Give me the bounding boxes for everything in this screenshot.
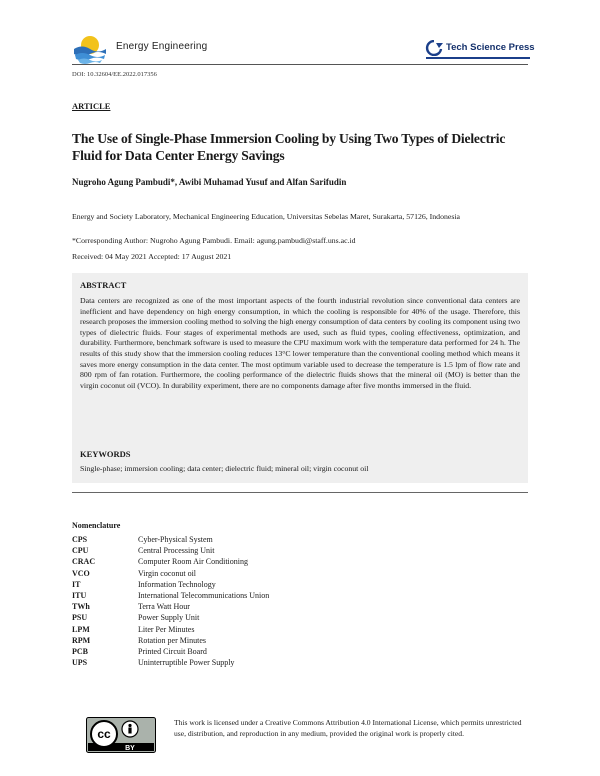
abstract-heading: ABSTRACT — [80, 280, 127, 290]
cc-badge-label: cc — [97, 727, 111, 741]
table-row — [72, 556, 269, 567]
nomenclature-abbr: TWh — [72, 602, 90, 612]
header-divider — [72, 64, 528, 65]
table-row — [72, 612, 269, 623]
journal-name: Energy Engineering — [116, 41, 208, 52]
nomenclature-heading: Nomenclature — [72, 521, 121, 530]
nomenclature-def: Liter Per Minutes — [138, 624, 195, 634]
by-badge-label: BY — [125, 745, 135, 752]
nomenclature-abbr: PSU — [72, 613, 88, 623]
nomenclature-def: Central Processing Unit — [138, 546, 215, 556]
nomenclature-def: Terra Watt Hour — [138, 602, 190, 612]
table-row — [72, 590, 269, 601]
corresponding-author: *Corresponding Author: Nugroho Agung Pambudi. Email: agung.pambudi@staff.uns.ac.id — [72, 236, 356, 245]
license-text: This work is licensed under a Creative Commons Attribution 4.0 International License, which permits unrestricted use, distribution, and reproduction in any medium, provided the original work is properly cited. — [174, 718, 522, 738]
table-row — [72, 657, 269, 668]
table-row — [72, 545, 269, 556]
table-row — [72, 646, 269, 657]
nomenclature-abbr: CPS — [72, 535, 88, 544]
keywords-text: Single-phase; immersion cooling; data center; dielectric fluid; mineral oil; virgin coconut oil — [80, 464, 369, 473]
table-row — [72, 624, 269, 635]
table-row — [72, 534, 269, 545]
nomenclature-abbr: RPM — [72, 635, 91, 645]
affiliation: Energy and Society Laboratory, Mechanical Engineering Education, Universitas Sebelas Maret, Surakarta, 57126, Indonesia — [72, 212, 460, 221]
abstract-box — [72, 273, 528, 483]
nomenclature-abbr: CRAC — [72, 557, 96, 567]
nomenclature-def: Uninterruptible Power Supply — [138, 658, 235, 668]
nomenclature-table — [72, 534, 269, 668]
publisher-name: Tech Science Press — [446, 42, 535, 53]
publisher-underline — [426, 57, 530, 59]
nomenclature-abbr: UPS — [72, 658, 88, 668]
nomenclature-abbr: ITU — [72, 591, 87, 601]
creative-commons-icon[interactable] — [86, 717, 156, 753]
keywords-heading: KEYWORDS — [80, 449, 131, 459]
nomenclature-def: Information Technology — [138, 579, 216, 589]
nomenclature-def: Virgin coconut oil — [138, 568, 197, 578]
journal-logo-icon — [72, 30, 108, 66]
article-title: The Use of Single-Phase Immersion Cooling by Using Two Types of Dielectric Fluid for Data Center Energy Savings — [72, 131, 506, 163]
section-divider — [72, 492, 528, 493]
nomenclature-abbr: IT — [72, 579, 81, 589]
abstract-text: Data centers are recognized as one of the most important aspects of the fourth industrial revolution since conventional data centers are inefficient and have dependency on high energy consumption, in which the cooling is responsible for 40% of the usage. Therefore, this research proposes the immersion cooling method to solving the high energy consumption of data centers by cooling its component using two types of dielectric fluids. Four stages of experimental methods are used, such as fluid types, cooling effectiveness, optimization, and durability. Furthermore, benchmark software is used to measure the CPU maximum work with the temperature data performed for 24 h. The results of this study show that the immersion cooling reduces 13°C lower temperature than the conventional cooling method which means it saves more energy consumption in the data center. The most optimum variable used to decrease the temperature is 1.5 lpm of flow rate and 800 rpm of fan rotation. Furthermore, the cooling performance of the dielectric fluids shows that the mineral oil (MO) is better than the virgin coconut oil (VCO). In durability experiment, there are no components damage after five months immersed in the fluid. — [80, 296, 520, 390]
nomenclature-def: Printed Circuit Board — [138, 647, 207, 657]
table-row — [72, 601, 269, 612]
nomenclature-abbr: CPU — [72, 546, 89, 556]
nomenclature-def: International Telecommunications Union — [138, 591, 270, 601]
article-type: ARTICLE — [72, 101, 111, 111]
nomenclature-abbr: VCO — [72, 568, 90, 578]
authors: Nugroho Agung Pambudi*, Awibi Muhamad Yusuf and Alfan Sarifudin — [72, 177, 347, 187]
nomenclature-def: Power Supply Unit — [138, 613, 200, 623]
nomenclature-def: Rotation per Minutes — [138, 635, 206, 645]
doi[interactable]: DOI: 10.32604/EE.2022.017356 — [72, 71, 157, 78]
nomenclature-def: Computer Room Air Conditioning — [138, 557, 249, 567]
table-row — [72, 635, 269, 646]
received-dates: Received: 04 May 2021 Accepted: 17 August 2021 — [72, 252, 232, 261]
nomenclature-abbr: LPM — [72, 624, 90, 634]
table-row — [72, 579, 269, 590]
nomenclature-def: Cyber-Physical System — [138, 535, 213, 544]
table-row — [72, 568, 269, 579]
nomenclature-abbr: PCB — [72, 647, 88, 657]
publisher-logo-icon — [424, 40, 444, 56]
